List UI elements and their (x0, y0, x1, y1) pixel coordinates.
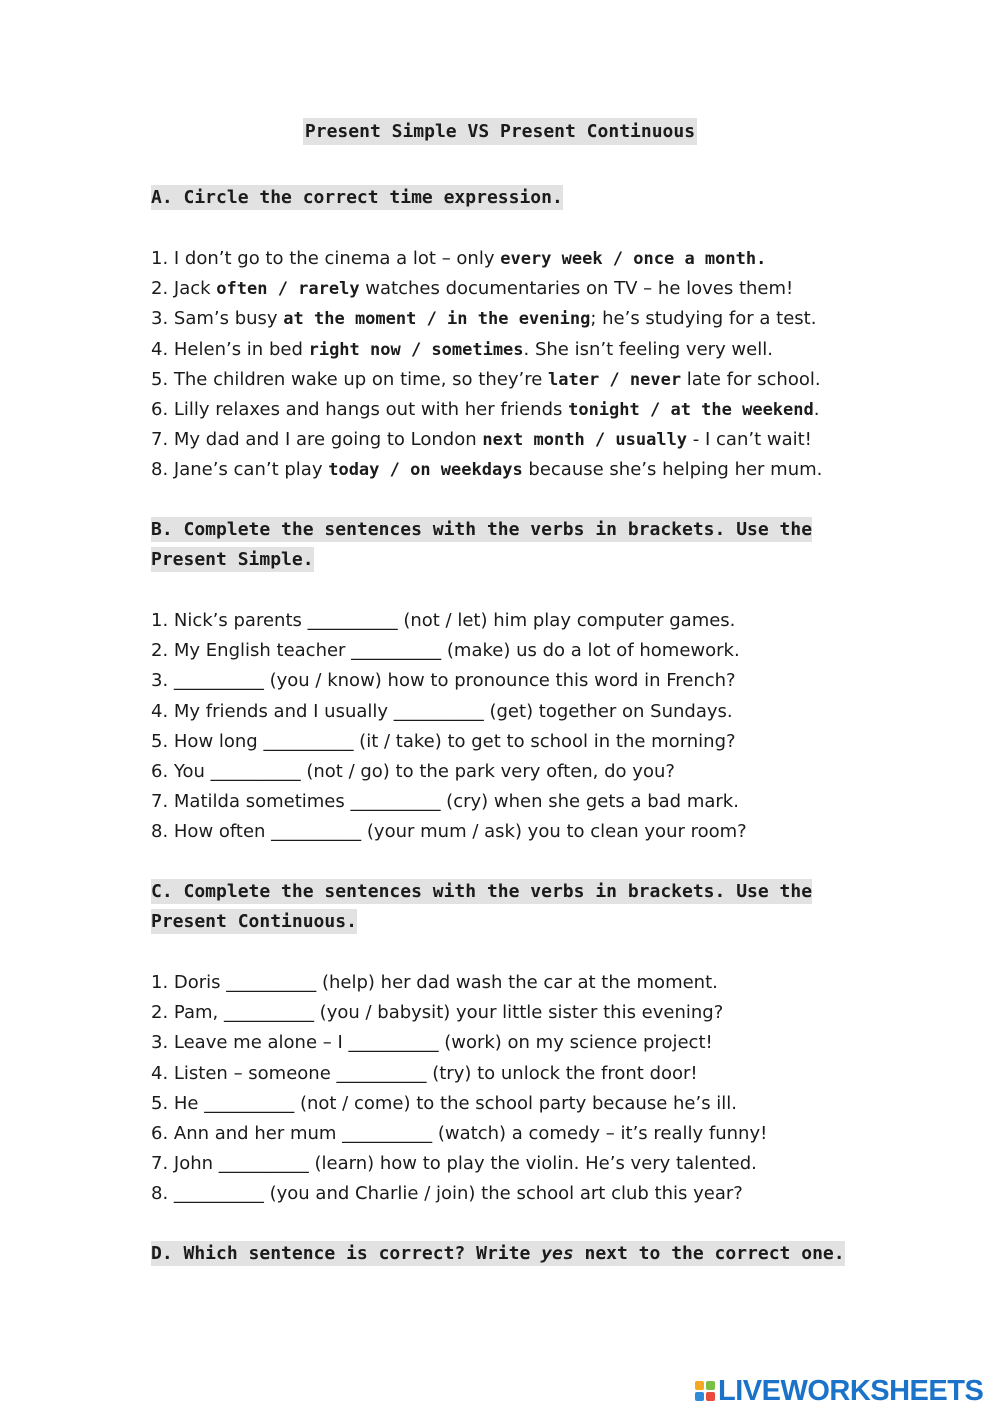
section-c-list (151, 968, 767, 1210)
list-item[interactable]: 1. Doris __________ (help) her dad wash the car at the moment. (151, 972, 718, 993)
section-d-heading-post: next to the correct one. (573, 1243, 845, 1264)
item-text: 3. Sam’s busy (151, 308, 284, 330)
list-item[interactable]: 4. My friends and I usually __________ (get) together on Sundays. (151, 700, 733, 722)
section-b-heading (151, 515, 812, 575)
item-text: 6. Lilly relaxes and hangs out with her friends (151, 398, 569, 420)
list-item[interactable]: 7. Matilda sometimes __________ (cry) when she gets a bad mark. (151, 791, 739, 813)
list-item[interactable]: 4. Listen – someone __________ (try) to unlock the front door! (151, 1062, 698, 1084)
list-item (151, 365, 822, 395)
time-expression-choice[interactable]: every week / once a month. (500, 249, 767, 269)
list-item (151, 304, 822, 334)
section-d-heading (151, 1239, 845, 1269)
section-d-heading-text (151, 1241, 845, 1266)
list-item[interactable]: 2. Pam, __________ (you / babysit) your little sister this evening? (151, 1002, 724, 1024)
list-item (151, 335, 822, 365)
item-text: 8. Jane’s can’t play (151, 459, 329, 481)
list-item[interactable]: 3. Leave me alone – I __________ (work) on my science project! (151, 1032, 713, 1054)
section-c-heading-line2: Present Continuous. (151, 911, 357, 932)
section-d-heading-pre: D. Which sentence is correct? Write (151, 1243, 542, 1264)
worksheet-title-wrap (0, 121, 1000, 142)
item-text: . (813, 398, 820, 420)
section-d-heading-em: yes (541, 1243, 574, 1264)
worksheet-title: Present Simple VS Present Continuous (303, 118, 697, 145)
list-item[interactable]: 1. Nick’s parents __________ (not / let) him play computer games. (151, 610, 736, 631)
time-expression-choice[interactable]: later / never (548, 369, 682, 390)
list-item[interactable]: 6. You __________ (not / go) to the park very often, do you? (151, 760, 675, 782)
list-item[interactable]: 3. __________ (you / know) how to pronounce this word in French? (151, 670, 736, 692)
section-b-heading-line1: B. Complete the sentences with the verbs in brackets. Use the (151, 519, 813, 540)
list-item[interactable]: 7. John __________ (learn) how to play the violin. He’s very talented. (151, 1153, 757, 1175)
time-expression-choice[interactable]: often / rarely (216, 279, 360, 300)
time-expression-choice[interactable]: at the moment / in the evening (283, 309, 591, 330)
time-expression-choice[interactable]: next month / usually (482, 430, 688, 451)
list-item[interactable]: 5. He __________ (not / come) to the school party because he’s ill. (151, 1092, 738, 1114)
list-item (151, 274, 822, 304)
logo-text: LIVEWORKSHEETS (718, 1374, 984, 1407)
time-expression-choice[interactable]: tonight / at the weekend (568, 399, 814, 420)
list-item[interactable]: 6. Ann and her mum __________ (watch) a comedy – it’s really funny! (151, 1122, 768, 1144)
section-c-heading (151, 877, 812, 937)
section-a-heading (151, 183, 563, 213)
list-item[interactable]: 8. __________ (you and Charlie / join) the school art club this year? (151, 1183, 743, 1205)
list-item[interactable]: 8. How often __________ (your mum / ask) you to clean your room? (151, 821, 747, 843)
list-item[interactable]: 2. My English teacher __________ (make) us do a lot of homework. (151, 640, 740, 662)
section-a-list (151, 244, 822, 486)
list-item (151, 244, 822, 274)
item-text: watches documentaries on TV – he loves them! (359, 278, 794, 300)
section-a-heading-text: A. Circle the correct time expression. (151, 187, 563, 208)
time-expression-choice[interactable]: today / on weekdays (328, 460, 523, 481)
item-text: - I can’t wait! (687, 429, 812, 451)
item-text: ; he’s studying for a test. (590, 308, 817, 330)
time-expression-choice[interactable]: right now / sometimes (308, 339, 524, 360)
section-b-heading-line2: Present Simple. (151, 549, 314, 570)
item-text: because she’s helping her mum. (522, 459, 823, 481)
item-text: 4. Helen’s in bed (151, 338, 309, 360)
item-text: 2. Jack (151, 278, 217, 300)
list-item (151, 455, 822, 485)
item-text: 7. My dad and I are going to London (151, 429, 483, 451)
logo-icon (695, 1381, 715, 1401)
item-text: 5. The children wake up on time, so they’re (151, 368, 549, 390)
item-text: 1. I don’t go to the cinema a lot – only (151, 248, 501, 269)
list-item (151, 395, 822, 425)
section-c-heading-line1: C. Complete the sentences with the verbs in brackets. Use the (151, 881, 813, 902)
list-item (151, 425, 822, 455)
list-item[interactable]: 5. How long __________ (it / take) to get to school in the morning? (151, 730, 736, 752)
item-text: late for school. (681, 368, 821, 390)
item-text: . She isn’t feeling very well. (523, 338, 773, 360)
liveworksheets-logo (695, 1376, 983, 1406)
section-b-list (151, 606, 747, 848)
